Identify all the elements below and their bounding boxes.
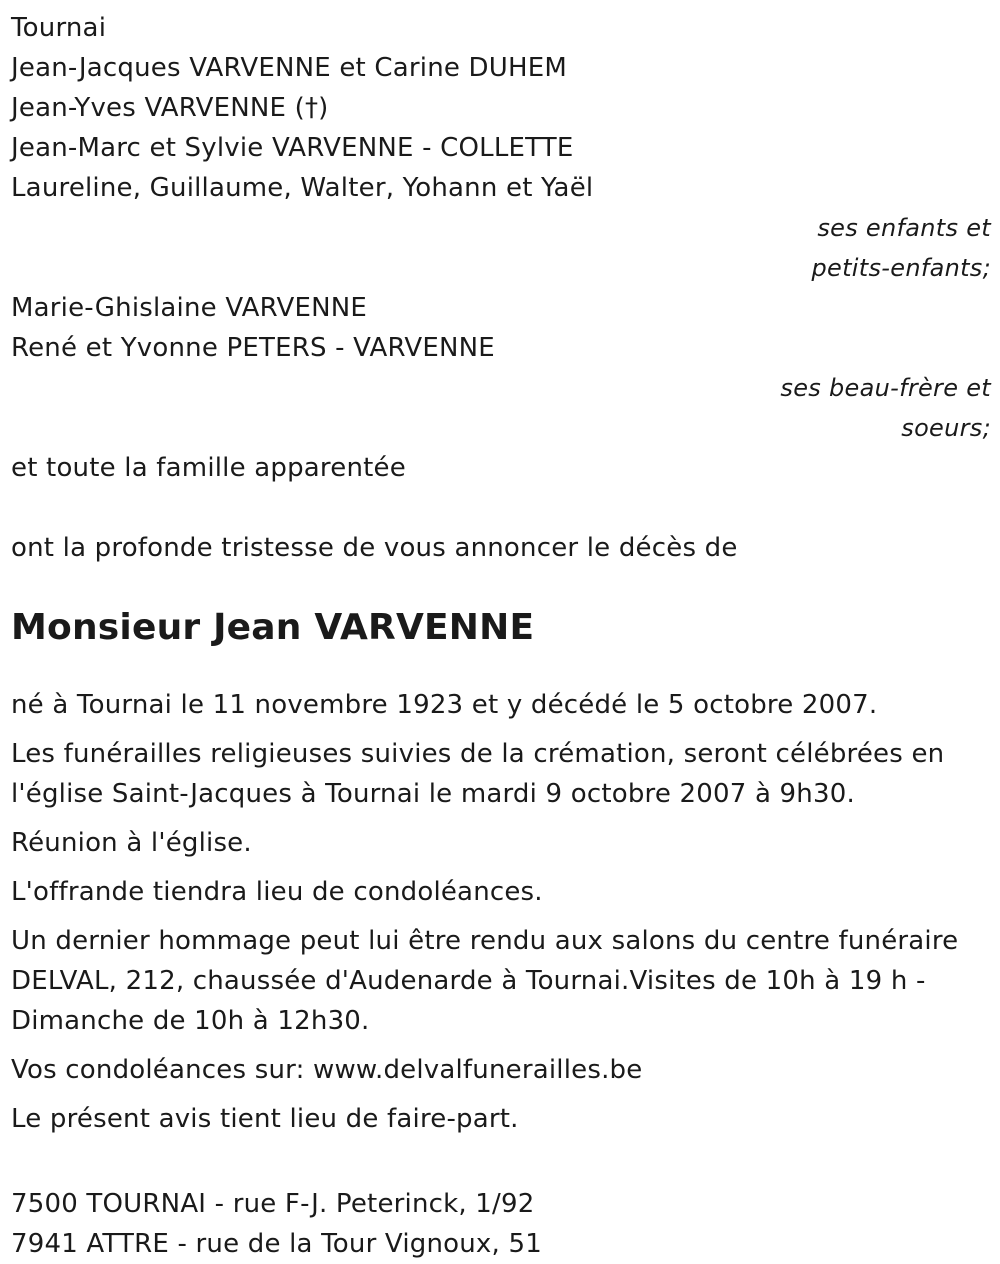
- announcement-text: ont la profonde tristesse de vous annoncer le décès de: [11, 533, 738, 563]
- siblings-role-line-2: soeurs;: [901, 414, 991, 442]
- obituary-notice: [11, 8, 991, 1264]
- notice-text: Le présent avis tient lieu de faire-part.: [11, 1104, 519, 1134]
- address-line-1: 7500 TOURNAI - rue F-J. Peterinck, 1/92: [11, 1189, 535, 1219]
- siblings-role-line-1: ses beau-frère et: [780, 374, 991, 402]
- child-line-1: Jean-Jacques VARVENNE et Carine DUHEM: [11, 53, 568, 83]
- tribute-line-2: DELVAL, 212, chaussée d'Audenarde à Tournai.Visites de 10h à 19 h -: [11, 966, 926, 996]
- address-line-2: 7941 ATTRE - rue de la Tour Vignoux, 51: [11, 1229, 542, 1259]
- meeting-text: Réunion à l'église.: [11, 828, 252, 858]
- grandchildren-line: Laureline, Guillaume, Walter, Yohann et Yaël: [11, 173, 594, 203]
- deceased-name: Monsieur Jean VARVENNE: [11, 607, 535, 648]
- addresses-block: [11, 1184, 991, 1264]
- tribute-line-1: Un dernier hommage peut lui être rendu aux salons du centre funéraire: [11, 926, 959, 956]
- funeral-details: [11, 734, 991, 814]
- tribute-details: [11, 921, 991, 1041]
- children-role-line-1: ses enfants et: [817, 214, 991, 242]
- children-role-line-2: petits-enfants;: [811, 254, 991, 282]
- condolences-text: Vos condoléances sur: www.delvalfunerailles.be: [11, 1055, 643, 1085]
- tribute-line-3: Dimanche de 10h à 12h30.: [11, 1006, 370, 1036]
- child-line-2: Jean-Yves VARVENNE (†): [11, 93, 329, 123]
- funeral-line-2: l'église Saint-Jacques à Tournai le mardi 9 octobre 2007 à 9h30.: [11, 779, 855, 809]
- sibling-line-1: Marie-Ghislaine VARVENNE: [11, 293, 368, 323]
- funeral-line-1: Les funérailles religieuses suivies de la crémation, seront célébrées en: [11, 739, 945, 769]
- spacer: [11, 488, 991, 528]
- birth-death-text: né à Tournai le 11 novembre 1923 et y décédé le 5 octobre 2007.: [11, 690, 878, 720]
- child-line-3: Jean-Marc et Sylvie VARVENNE - COLLETTE: [11, 133, 574, 163]
- sibling-line-2: René et Yvonne PETERS - VARVENNE: [11, 333, 495, 363]
- family-city: Tournai: [11, 13, 107, 43]
- extended-family: et toute la famille apparentée: [11, 453, 406, 483]
- offering-text: L'offrande tiendra lieu de condoléances.: [11, 877, 543, 907]
